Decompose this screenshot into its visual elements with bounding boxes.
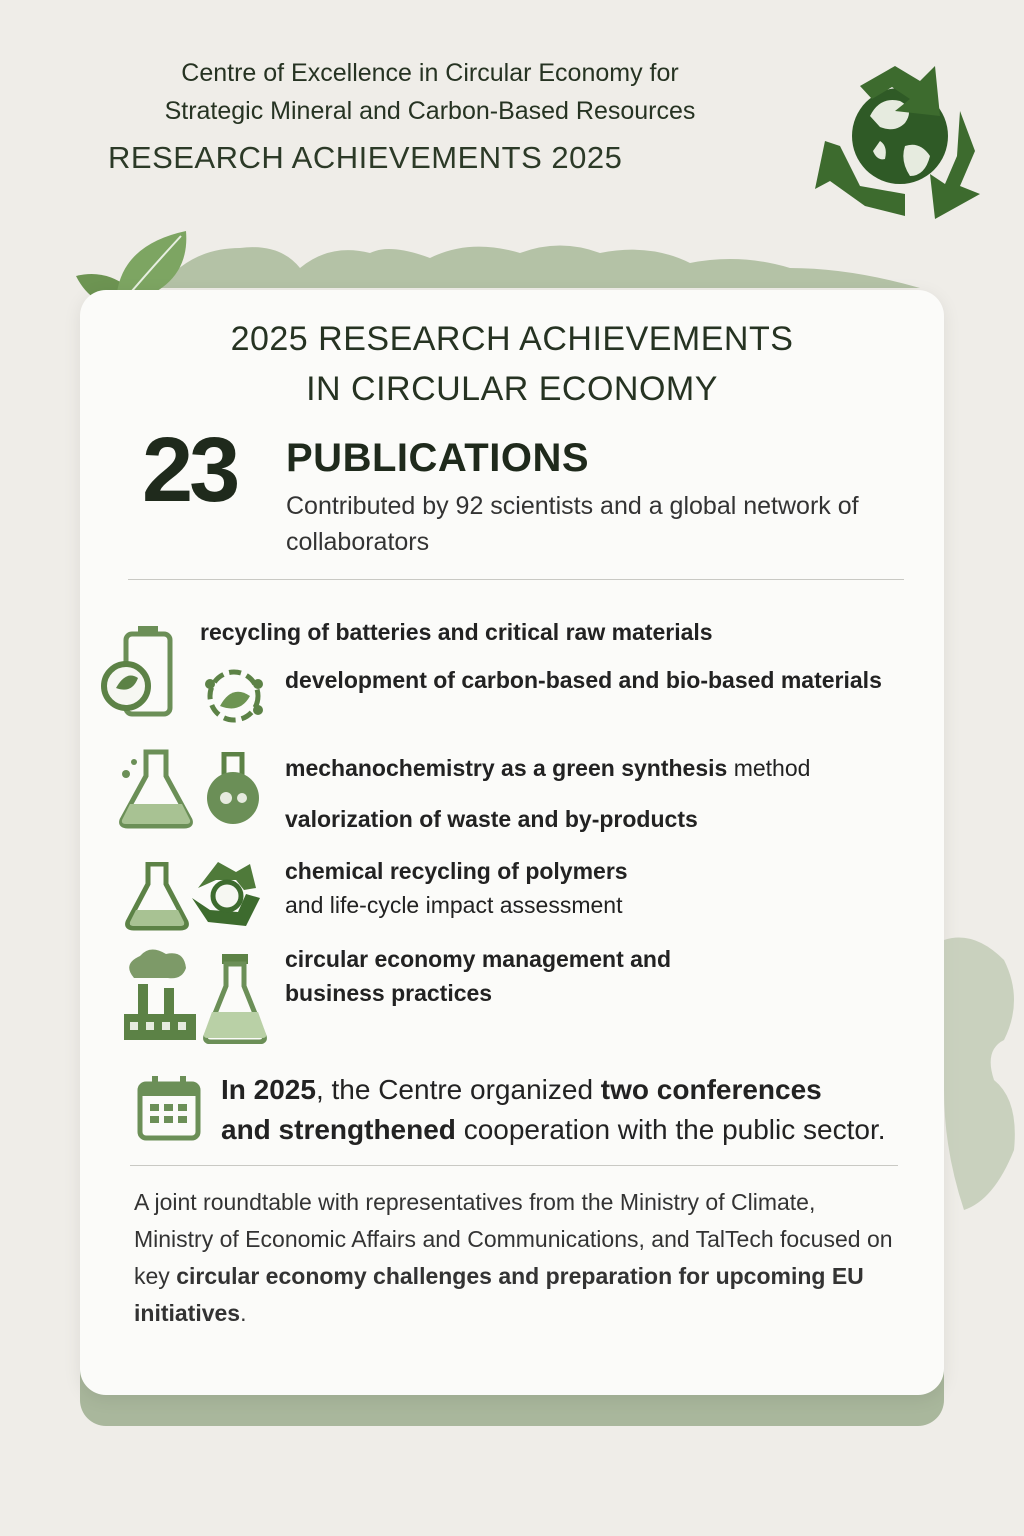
publication-label: PUBLICATIONS — [286, 436, 590, 480]
flask-small-icon — [124, 862, 190, 932]
card-title-line-2: IN CIRCULAR ECONOMY — [306, 370, 718, 408]
topic-1: recycling of batteries and critical raw materials — [200, 619, 713, 645]
recycle-globe-icon — [800, 36, 1000, 236]
publication-description: Contributed by 92 scientists and a global network of collaborators — [286, 492, 859, 556]
divider-bottom — [130, 1165, 898, 1166]
world-map-decoration — [160, 228, 920, 298]
header-line-2: Strategic Mineral and Carbon-Based Resources — [164, 97, 696, 125]
gear-recycle-icon — [188, 858, 266, 930]
flask-round-icon — [200, 752, 266, 826]
card-title-line-1: 2025 RESEARCH ACHIEVEMENTS — [230, 320, 794, 358]
globe-decoration — [944, 930, 1024, 1290]
flask-tall-icon — [202, 952, 268, 1044]
topic-2: development of carbon-based and bio-based materials — [285, 667, 882, 693]
topic-6: circular economy management and business practices — [285, 946, 672, 1006]
molecule-leaf-icon — [202, 664, 266, 728]
battery-recycle-icon — [98, 624, 178, 718]
header-subtitle: RESEARCH ACHIEVEMENTS 2025 — [108, 140, 623, 175]
topic-3: mechanochemistry as a green synthesis method — [285, 755, 811, 781]
calendar-icon — [136, 1074, 202, 1142]
topic-5: chemical recycling of polymers and life-cycle impact assessment — [285, 858, 628, 918]
divider-top — [128, 579, 904, 580]
factory-cloud-icon — [120, 948, 198, 1044]
topic-4: valorization of waste and by-products — [285, 806, 698, 832]
header-line-1: Centre of Excellence in Circular Economy for — [181, 59, 679, 87]
roundtable-text: A joint roundtable with representatives from the Ministry of Climate, Ministry of Economic Affairs and Communications, and TalTech focused on key circular economy challenges and preparation for upcoming EU initiatives. — [134, 1189, 893, 1326]
conference-summary: In 2025, the Centre organized two conferences and strengthened cooperation with the public sector. — [221, 1074, 886, 1145]
flask-icon — [116, 748, 196, 830]
publication-count: 23 — [142, 419, 237, 521]
